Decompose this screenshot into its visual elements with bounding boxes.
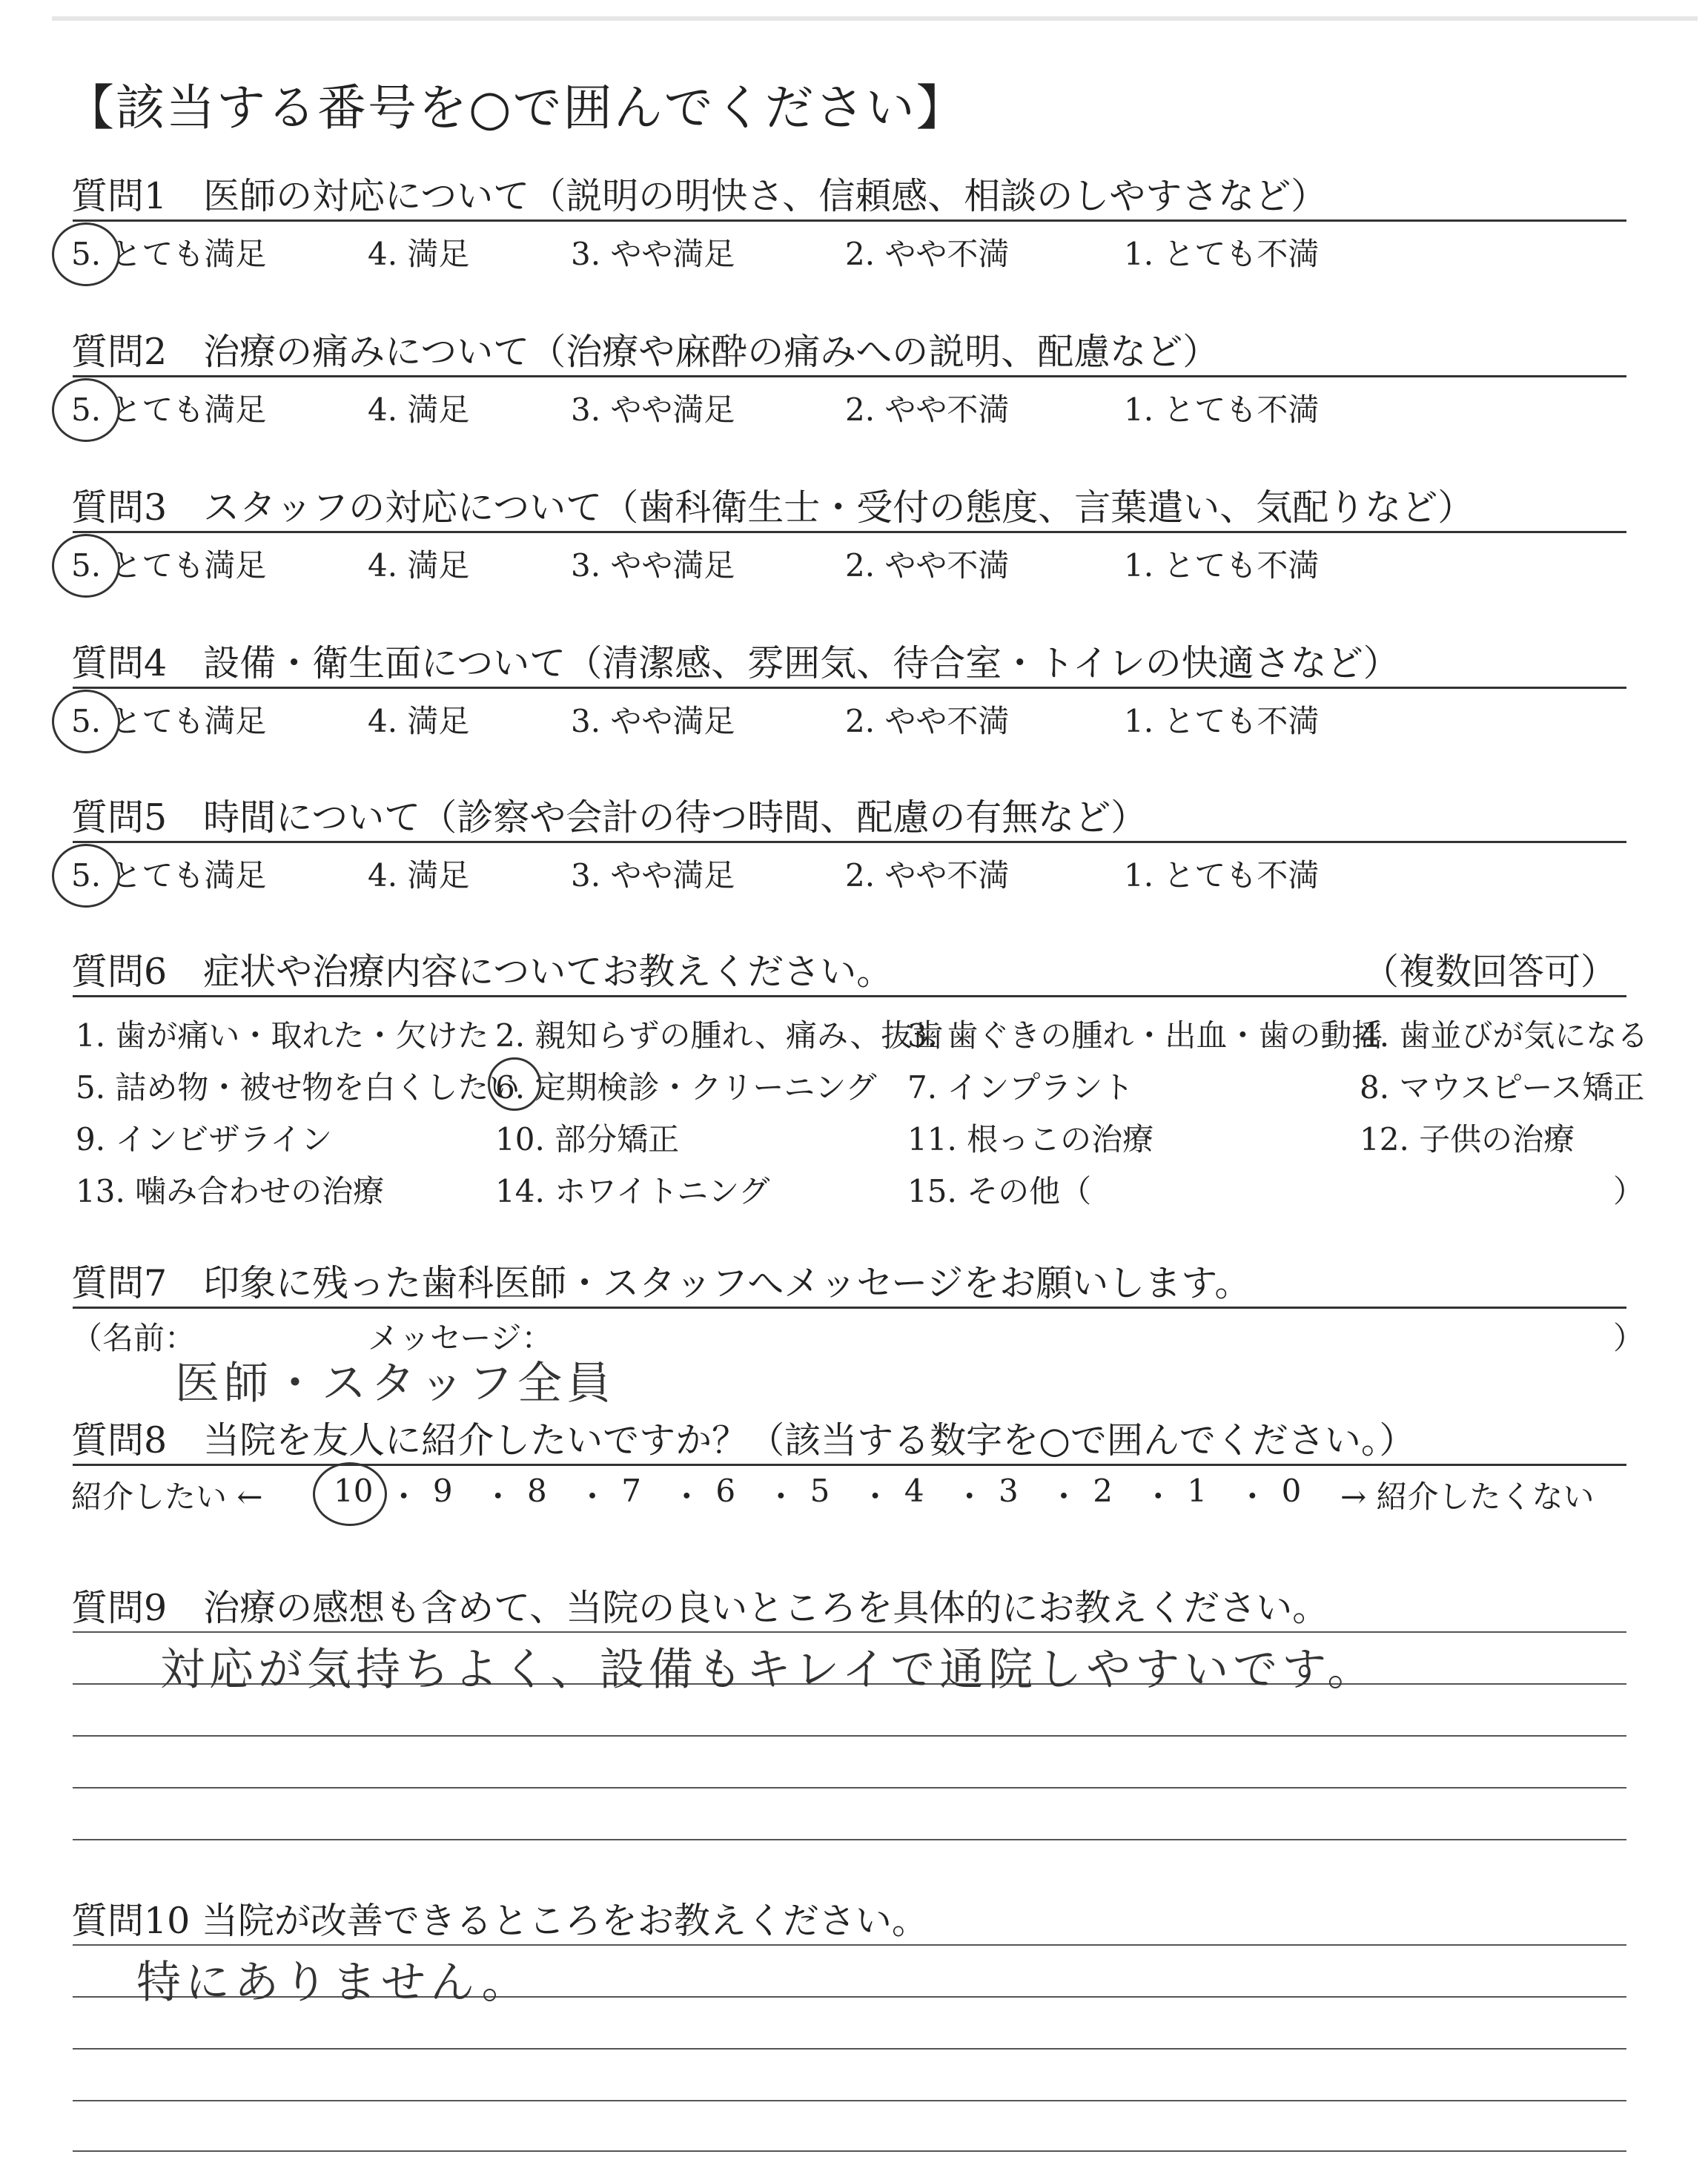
q1-option-1[interactable]: 1. とても不満 (1124, 236, 1320, 272)
q6-item-7[interactable]: 7. インプラント (907, 1069, 1134, 1106)
q6-item-13[interactable]: 13. 噛み合わせの治療 (76, 1173, 385, 1209)
q8-separator-dot: ・ (671, 1479, 703, 1515)
q8-score-3[interactable]: 3 (999, 1473, 1019, 1509)
q2-option-3[interactable]: 3. やや満足 (571, 392, 735, 428)
q6-item-2[interactable]: 2. 親知らずの腫れ、痛み、抜歯 (495, 1017, 944, 1054)
q6-item-9[interactable]: 9. インビザライン (76, 1121, 333, 1157)
q6-item-16[interactable]: ） (1613, 1173, 1645, 1209)
q3-option-2[interactable]: 2. やや不満 (845, 547, 1010, 584)
q7-close-paren: ） (1613, 1320, 1645, 1356)
q6-item-10[interactable]: 10. 部分矯正 (495, 1121, 680, 1157)
multiple-answer-note: （複数回答可） (1363, 951, 1618, 993)
q6-item-5[interactable]: 5. 詰め物・被せ物を白くしたい (76, 1069, 520, 1106)
q9-answer-line (73, 1839, 1626, 1840)
q8-score-7[interactable]: 7 (621, 1473, 641, 1509)
q2-option-1[interactable]: 1. とても不満 (1124, 392, 1320, 428)
question-5-rule (73, 841, 1626, 843)
answer-circle-mark (52, 534, 120, 598)
q8-score-8[interactable]: 8 (527, 1473, 547, 1509)
q8-score-9[interactable]: 9 (432, 1473, 453, 1509)
q9-answer-line (73, 1735, 1626, 1737)
q8-separator-dot: ・ (388, 1479, 420, 1515)
q8-left-label: 紹介したい ← (71, 1479, 263, 1515)
question-4-title: 質問4 設備・衛生面について（清潔感、雰囲気、待合室・トイレの快適さなど） (71, 642, 1400, 684)
question-1-title: 質問1 医師の対応について（説明の明快さ、信頼感、相談のしやすさなど） (71, 175, 1328, 217)
q10-answer-line (73, 2048, 1626, 2050)
q4-option-3[interactable]: 3. やや満足 (571, 703, 735, 739)
question-7-rule (73, 1307, 1626, 1309)
scan-top-edge (52, 16, 1698, 21)
answer-circle-mark (52, 378, 120, 442)
question-8-title: 質問8 当院を友人に紹介したいですか？（該当する数字を○で囲んでください。） (71, 1419, 1416, 1462)
q8-right-label: → 紹介したくない (1340, 1479, 1595, 1515)
q8-separator-dot: ・ (1237, 1479, 1268, 1515)
question-3-rule (73, 531, 1626, 533)
q9-answer-line (73, 1631, 1626, 1633)
q8-separator-dot: ・ (765, 1479, 797, 1515)
q3-option-1[interactable]: 1. とても不満 (1124, 547, 1320, 584)
q6-item-6[interactable]: 6. 定期検診・クリーニング (495, 1069, 877, 1106)
question-8-rule (73, 1464, 1626, 1466)
q9-handwritten-answer: 対応が気持ちよく、設備もキレイで通院しやすいです。 (160, 1644, 1377, 1696)
q7-handwritten-message: 医師・スタッフ全員 (175, 1358, 615, 1410)
q6-item-14[interactable]: 14. ホワイトニング (495, 1173, 770, 1209)
q1-option-3[interactable]: 3. やや満足 (571, 236, 735, 272)
question-5-title: 質問5 時間について（診察や会計の待つ時間、配慮の有無など） (71, 796, 1148, 839)
q4-option-2[interactable]: 2. やや不満 (845, 703, 1010, 739)
q5-option-2[interactable]: 2. やや不満 (845, 857, 1010, 894)
q9-answer-line (73, 1787, 1626, 1789)
question-3-title: 質問3 スタッフの対応について（歯科衛生士・受付の態度、言葉遣い、気配りなど） (71, 486, 1474, 529)
q10-handwritten-answer: 特にありません。 (136, 1957, 531, 2009)
q5-option-1[interactable]: 1. とても不満 (1124, 857, 1320, 894)
q4-option-1[interactable]: 1. とても不満 (1124, 703, 1320, 739)
q10-answer-line (73, 2100, 1626, 2101)
answer-circle-mark (313, 1462, 387, 1526)
q1-option-4[interactable]: 4. 満足 (368, 236, 470, 272)
q8-separator-dot: ・ (482, 1479, 514, 1515)
question-10-title: 質問10 当院が改善できるところをお教えください。 (71, 1900, 928, 1942)
q8-score-4[interactable]: 4 (904, 1473, 924, 1509)
q2-option-2[interactable]: 2. やや不満 (845, 392, 1010, 428)
q5-option-3[interactable]: 3. やや満足 (571, 857, 735, 894)
question-7-title: 質問7 印象に残った歯科医師・スタッフへメッセージをお願いします。 (71, 1262, 1251, 1304)
q3-option-3[interactable]: 3. やや満足 (571, 547, 735, 584)
q8-score-5[interactable]: 5 (810, 1473, 830, 1509)
q8-score-10[interactable]: 10 (334, 1473, 374, 1509)
answer-circle-mark (52, 690, 120, 753)
q6-item-15[interactable]: 15. その他（ (907, 1173, 1092, 1209)
form-instruction-header: 【該当する番号を○で囲んでください】 (65, 79, 967, 136)
q8-separator-dot: ・ (953, 1479, 985, 1515)
question-6-title: 質問6 症状や治療内容についてお教えください。 (71, 951, 893, 993)
q3-option-4[interactable]: 4. 満足 (368, 547, 470, 584)
question-4-rule (73, 687, 1626, 689)
q8-score-6[interactable]: 6 (715, 1473, 736, 1509)
q6-item-3[interactable]: 3. 歯ぐきの腫れ・出血・歯の動揺 (907, 1017, 1383, 1054)
question-1-rule (73, 219, 1626, 222)
q1-option-2[interactable]: 2. やや不満 (845, 236, 1010, 272)
answer-circle-mark (52, 844, 120, 908)
question-9-title: 質問9 治療の感想も含めて、当院の良いところを具体的にお教えください。 (71, 1587, 1329, 1629)
q7-name-label: （名前： (71, 1320, 196, 1356)
question-2-rule (73, 375, 1626, 377)
q8-separator-dot: ・ (859, 1479, 891, 1515)
answer-circle-mark (488, 1057, 541, 1111)
q10-answer-line (73, 1944, 1626, 1946)
q5-option-5[interactable]: 5. とても満足 (71, 857, 267, 894)
question-6-rule (73, 995, 1626, 997)
q2-option-4[interactable]: 4. 満足 (368, 392, 470, 428)
question-2-title: 質問2 治療の痛みについて（治療や麻酔の痛みへの説明、配慮など） (71, 331, 1219, 373)
answer-circle-mark (52, 222, 120, 286)
q5-option-4[interactable]: 4. 満足 (368, 857, 470, 894)
q6-item-8[interactable]: 8. マウスピース矯正 (1360, 1069, 1645, 1106)
q8-separator-dot: ・ (1142, 1479, 1174, 1515)
q8-separator-dot: ・ (577, 1479, 609, 1515)
q8-score-0[interactable]: 0 (1281, 1473, 1302, 1509)
q10-answer-line (73, 2150, 1626, 2152)
q6-item-11[interactable]: 11. 根っこの治療 (907, 1121, 1154, 1157)
q8-separator-dot: ・ (1048, 1479, 1080, 1515)
q8-score-2[interactable]: 2 (1093, 1473, 1113, 1509)
q1-option-5[interactable]: 5. とても満足 (71, 236, 267, 272)
q8-score-1[interactable]: 1 (1187, 1473, 1208, 1509)
q4-option-4[interactable]: 4. 満足 (368, 703, 470, 739)
q2-option-5[interactable]: 5. とても満足 (71, 392, 267, 428)
q4-option-5[interactable]: 5. とても満足 (71, 703, 267, 739)
q3-option-5[interactable]: 5. とても満足 (71, 547, 267, 584)
q6-item-12[interactable]: 12. 子供の治療 (1360, 1121, 1575, 1157)
q7-message-label: メッセージ： (368, 1320, 553, 1356)
q6-item-4[interactable]: 4. 歯並びが気になる (1360, 1017, 1649, 1054)
q6-item-1[interactable]: 1. 歯が痛い・取れた・欠けた (76, 1017, 489, 1054)
